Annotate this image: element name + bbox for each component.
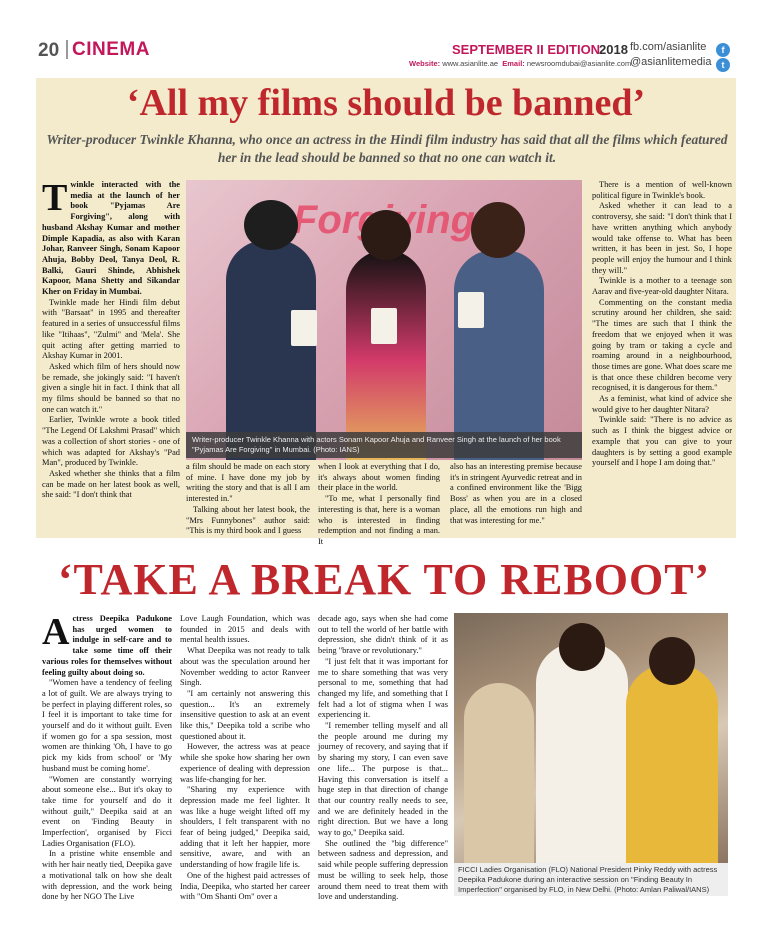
twitter-icon: t	[716, 58, 730, 72]
story1-lead: winkle interacted with the media at the launch of her book "Pyjamas Are Forgiving", along with husband Akshay Kumar and mother Dimple Kapadia, as also with Karan Johar, Ranveer Singh, Sonam Kapoor Ahuja, Bobby Deol, Tanya Deol, R. Balki, Gauri Shinde, Abhishek Kapoor, Mana Shetty and Sikandar Kher on Friday in Mumbai.	[42, 180, 180, 297]
paragraph: "To me, what I personally find interesting is that, here is a woman who is interested in finding redemption and not finding a man. It	[318, 494, 440, 546]
story2-headline: ‘TAKE A BREAK TO REBOOT’	[57, 555, 711, 604]
paragraph: She outlined the "big difference" between sadness and depression, and said while people suffering depression must be willing to seek help, those around them need to treat them with love and understanding.	[318, 838, 448, 902]
paragraph: Asked whether she thinks that a film can be made on her latest book as well, she said: "I don't think that	[42, 468, 180, 500]
story1-subhead: Writer-producer Twinkle Khanna, who once an actress in the Hindi film industry has said that all the films which featured her in the lead should be banned so that no one can watch it.	[46, 132, 728, 165]
section-name: CINEMA	[66, 40, 150, 59]
person-head	[361, 210, 411, 260]
page-number: 20	[38, 40, 60, 61]
paragraph: Earlier, Twinkle wrote a book titled "The Legend Of Lakshmi Prasad" which was a collection of short stories - one of which was adapted for Akshay's "Pad Man", produced by Twinkle.	[42, 415, 180, 468]
book-cover	[458, 292, 484, 328]
book-cover	[291, 310, 317, 346]
website-link[interactable]: www.asianlite.ae	[442, 59, 499, 68]
person-head	[649, 637, 695, 685]
email-link[interactable]: newsroomdubai@asianlite.com	[526, 59, 632, 68]
paragraph: "I remember telling myself and all the people around me during my journey of recovery, and saying that if by sharing my story, I can even save one life... The purpose is that... Having this conversation is itself a huge step in that direction of change that our country really needs to see, and we are definitely headed in the right direction. But we have a long way to go," Deepika said.	[318, 721, 448, 838]
story1-column-2	[186, 462, 310, 537]
paragraph: Love Laugh Foundation, which was founded in 2015 and deals with mental health issues.	[180, 614, 310, 645]
paragraph: As a feminist, what kind of advice she would give to her daughter Nitara?	[592, 394, 732, 414]
contact-line	[409, 59, 631, 68]
paragraph: What Deepika was not ready to talk about was the speculation around her November wedding to actor Ranveer Singh.	[180, 646, 310, 688]
paragraph: Twinkle made her Hindi film debut with "Barsaat" in 1995 and thereafter featured in a series of unsuccessful films like "Itihaas", "Zulmi" and 'Mela'. She quit acting after getting married to Akshay Kumar in 2001.	[42, 297, 180, 361]
dropcap: A	[42, 611, 70, 653]
person-head	[471, 202, 525, 258]
story1-photo	[186, 180, 582, 460]
story1-column-5	[592, 180, 732, 469]
person-figure	[536, 643, 628, 863]
email-label: Email:	[502, 59, 525, 68]
paragraph: In a pristine white ensemble and with her hair neatly tied, Deepika gave a motivational talk on how she dealt with depression, and the work being done by her NGO The Live	[42, 849, 172, 902]
paragraph: There is a mention of well-known political figure in Twinkle's book.	[592, 180, 732, 200]
story2-column-2	[180, 614, 310, 903]
paragraph: Commenting on the constant media scrutiny around her children, she said: "The times are such that I think the freedom that we enjoyed when it was going by tram or taking a cycle and roaming around in a neighbourhood, those times are gone. What does scare me is that once these children become very recognised, it is dangerous for them."	[592, 297, 732, 393]
story2-lead: ctress Deepika Padukone has urged women to indulge in self-care and to take some time off their various roles for themselves without feeling guilty about doing so.	[42, 614, 172, 677]
person-head	[244, 200, 298, 250]
edition-year: 2018	[599, 42, 628, 57]
person-figure	[454, 250, 544, 460]
story1-photo-caption: Writer-producer Twinkle Khanna with actors Sonam Kapoor Ahuja and Ranveer Singh at the launch of her book "Pyjamas Are Forgiving" in Mumbai. (Photo: IANS)	[186, 432, 582, 458]
story2-column-3	[318, 614, 448, 903]
paragraph: when I look at everything that I do, it's always about women finding their place in the world.	[318, 462, 440, 493]
person-figure	[626, 665, 718, 863]
paragraph: decade ago, says when she had come out to tell the world of her battle with depression, she didn't think of it as being "brave or revolutionary."	[318, 614, 448, 656]
story1-column-1	[42, 177, 180, 501]
paragraph: "Sharing my experience with depression made me feel lighter. It was like a huge weight lifted off my shoulders, I felt transparent with no fear of being judged," Deepika said, adding that it left her happier, more sensitive, aware, and with an understanding of how fragile life is.	[180, 785, 310, 870]
paragraph: also has an interesting premise because it's in stringent Ayurvedic retreat and in a confined environment like the 'Bigg Boss' as when you are in a closed place, all the emotions run high and that was interesting for me."	[450, 462, 582, 525]
story2-photo-caption: FICCI Ladies Organisation (FLO) National President Pinky Reddy with actress Deepika Padukone during an interactive session on "Finding Beauty In Imperfection" organised by FLO, in New Delhi. (Photo: Amlan Paliwal/IANS)	[454, 863, 728, 896]
story2-column-1	[42, 611, 172, 903]
person-figure	[346, 250, 426, 460]
person-figure	[464, 683, 534, 863]
paragraph: Twinkle is a mother to a teenage son Aarav and five-year-old daughter Nitara.	[592, 276, 732, 297]
story1-column-3	[318, 462, 440, 548]
person-head	[559, 623, 605, 671]
book-cover	[371, 308, 397, 344]
paragraph: "I am certainly not answering this question... It's an extremely insensitive question to ask at an event like this," Deepika told a scribe who questioned about it.	[180, 688, 310, 741]
paragraph: "I just felt that it was important for me to share something that was very personal to me, something that had changed my life, and something that I felt had a lot of stigma when I was experiencing it.	[318, 656, 448, 720]
paragraph: a film should be made on each story of mine. I have done my job by writing the story and that is all I am interested in."	[186, 462, 310, 504]
paragraph: Talking about her latest book, the "Mrs Funnybones" author said: "This is my third book and I guess	[186, 504, 310, 536]
paragraph: Asked which film of hers should now be remade, she jokingly said: "I haven't given a single hit in fact. I think that all my films should be banned so that no one can watch it."	[42, 361, 180, 414]
website-label: Website:	[409, 59, 441, 68]
facebook-icon: f	[716, 43, 730, 57]
edition-label: SEPTEMBER II EDITION	[452, 42, 601, 57]
facebook-link[interactable]: fb.com/asianlite	[630, 41, 707, 53]
paragraph: One of the highest paid actresses of India, Deepika, who started her career with "Om Shanti Om" over a	[180, 870, 310, 902]
paragraph: "Women are constantly worrying about someone else... But it's okay to take time for yourself and do it without guilt," Deepika said at an event on 'Finding Beauty in Imperfection', organised by Ficci Ladies Organisation (FLO).	[42, 774, 172, 848]
story1-headline: ‘All my films should be banned’	[126, 82, 646, 124]
twitter-link[interactable]: @asianlitemedia	[630, 56, 712, 68]
story1-column-4	[450, 462, 582, 526]
story2-photo	[454, 613, 728, 863]
dropcap: T	[42, 177, 68, 219]
paragraph: Asked whether it can lead to a controversy, she said: "I don't think that I have written anything which anybody would take offense to. What has been written, it has been in jest. So, I hope people will enjoy the humour and I think they will."	[592, 201, 732, 275]
paragraph: "Women have a tendency of feeling a lot of guilt. We are always trying to be perfect in playing different roles, so I feel it is important to take time for yourself and do it without guilt. Even if women go for a spa session, most women are thinking 'Oh, I have to go pick my kids from school' or 'My husband must be coming home'.	[42, 678, 172, 773]
paragraph: However, the actress was at peace while she spoke how sharing her own experience of dealing with depression was life-changing for her.	[180, 742, 310, 784]
paragraph: Twinkle said: "There is no advice as such as I think the biggest advice or example that you can give to your daughters is by setting a good example yourself and I hope I am doing that."	[592, 415, 732, 468]
person-figure	[226, 240, 316, 460]
